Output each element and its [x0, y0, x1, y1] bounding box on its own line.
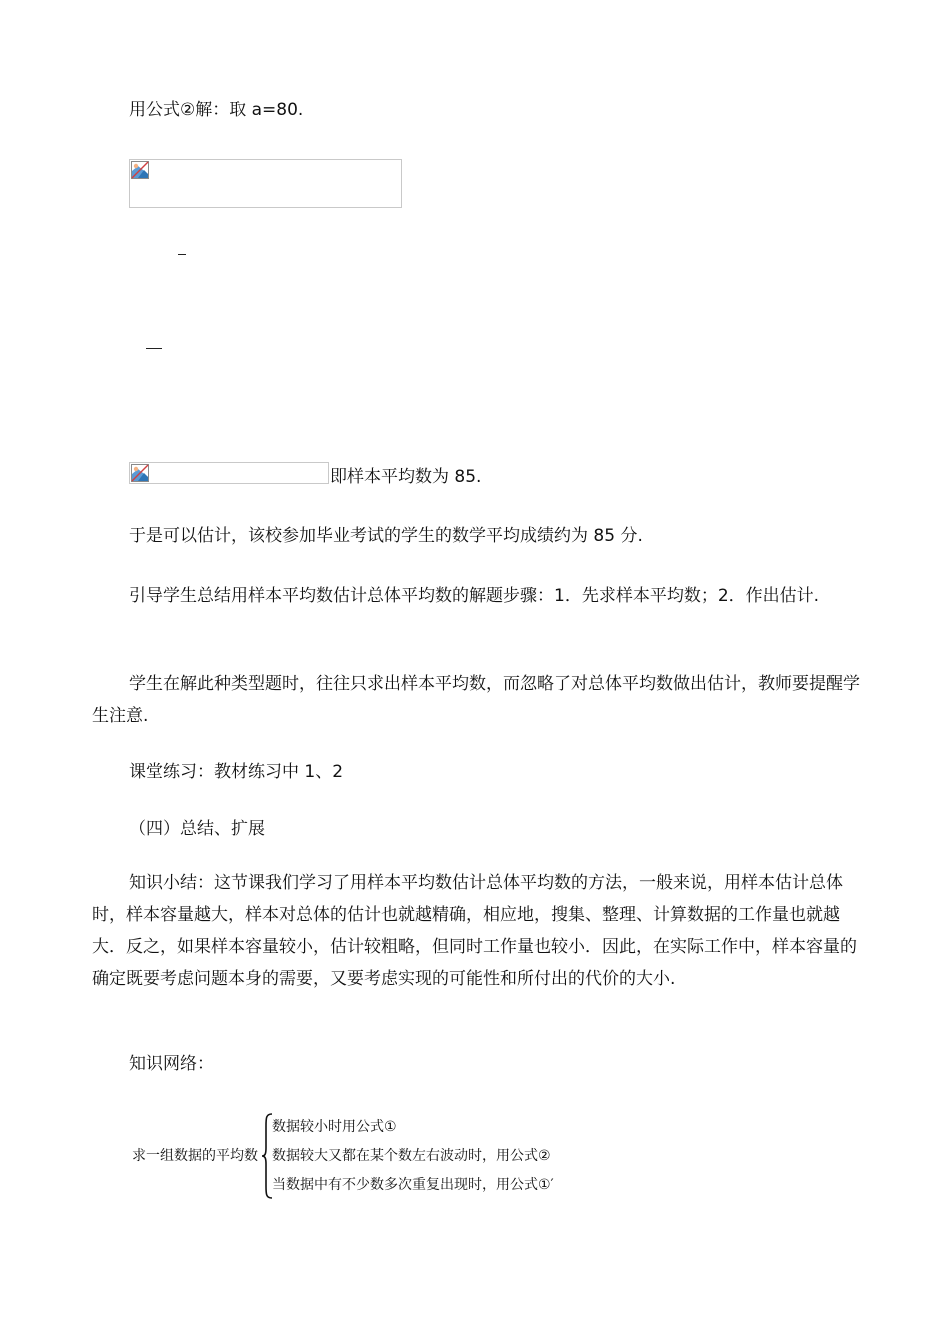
broken-image-icon: [131, 161, 149, 179]
formula-dash-short: [178, 254, 186, 255]
practice-paragraph: 课堂练习：教材练习中 1、2: [129, 762, 344, 782]
formula-image: [129, 159, 402, 208]
tree-branch-1: 数据较小时用公式①: [272, 1119, 397, 1135]
tree-branch-2: 数据较大又都在某个数左右波动时，用公式②: [272, 1148, 551, 1164]
tree-root: 求一组数据的平均数: [132, 1148, 258, 1164]
note-paragraph: 学生在解此种类型题时，往往只求出样本平均数，而忽略了对总体平均数做出估计，教师要提醒学生注意.: [92, 674, 860, 726]
formula-2-line: 用公式②解：取 a=80.: [129, 100, 304, 120]
section-heading: （四）总结、扩展: [129, 819, 265, 839]
network-label: 知识网络：: [129, 1054, 214, 1074]
tree-branch-3: 当数据中有不少数多次重复出现时，用公式①′: [272, 1177, 554, 1193]
mean-formula-image: [129, 462, 329, 484]
steps-paragraph: 引导学生总结用样本平均数估计总体平均数的解题步骤：1．先求样本平均数；2．作出估计.: [129, 586, 820, 606]
estimate-paragraph: 于是可以估计，该校参加毕业考试的学生的数学平均成绩约为 85 分.: [129, 526, 643, 546]
broken-image-icon: [131, 464, 149, 482]
sample-mean-text: 即样本平均数为 85.: [330, 467, 482, 487]
formula-dash-long: [146, 348, 162, 349]
summary-paragraph: 知识小结：这节课我们学习了用样本平均数估计总体平均数的方法，一般来说，用样本估计总体时，样本容量越大，样本对总体的估计也就越精确，相应地，搜集、整理、计算数据的工作量也就越大．反之，如果样本容量较小，估计较粗略，但同时工作量也较小．因此，在实际工作中，样本容量的确定既要考虑问题本身的需要，又要考虑实现的可能性和所付出的代价的大小.: [92, 873, 857, 989]
